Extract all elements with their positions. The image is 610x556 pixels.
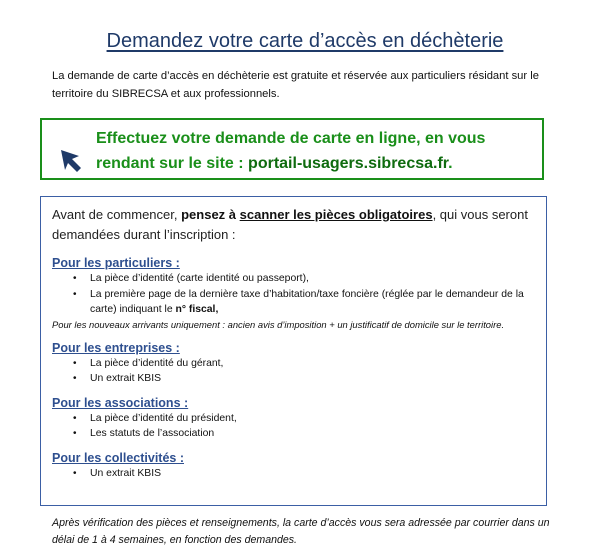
cursor-arrow-icon [58,146,84,174]
online-text-after: . [448,155,453,172]
lead-bold: pensez à [181,207,240,222]
lead-after: , qui vous seront demandées durant l’inscription : [52,207,528,242]
footer-note: Après vérification des pièces et renseignements, la carte d’accès vous sera adressée par courrier dans un délai de 1 à 4 semaines, en fonction des demandes. [52,517,550,546]
list-item: • La pièce d’identité (carte identité ou passeport), [52,271,534,287]
section-associations [52,395,534,442]
section-entreprises [52,340,534,387]
list-item: • Un extrait KBIS [52,466,534,482]
section-title: Pour les entreprises : [52,340,180,355]
section-title: Pour les collectivités : [52,450,184,465]
online-request-text [96,126,536,176]
lead-before: Avant de commencer, [52,207,182,222]
list-item: • La pièce d’identité du président, [52,411,534,427]
page-title: Demandez votre carte d’accès en déchèterie [106,30,504,52]
new-residents-note: Pour les nouveaux arrivants uniquement : ancien avis d’imposition + un justificatif de domicile sur le territoire. [52,318,505,330]
list-item-bold: n° fiscal, [175,304,219,315]
section-particuliers [52,255,534,332]
documents-lead [52,205,534,245]
lead-bold-underlined: scanner les pièces obligatoires [239,207,433,222]
section-title: Pour les associations : [52,395,189,410]
intro-paragraph: La demande de carte d’accès en déchèterie est gratuite et réservée aux particuliers résidant sur le territoire du SIBRECSA et aux professionnels. [52,70,539,100]
online-text-before: Effectuez votre demande de carte en ligne, en vous rendant sur le site : [96,130,486,172]
portal-link[interactable]: portail-usagers.sibrecsa.fr [248,155,449,172]
online-request-box [40,118,544,180]
section-collectivites [52,450,534,482]
list-item: • Un extrait KBIS [52,371,534,387]
list-item: • La pièce d’identité du gérant, [52,356,534,372]
list-item-text: La première page de la dernière taxe d’habitation/taxe foncière (réglée par le demandeur de la carte) indiquant le [90,288,524,315]
required-documents-box [40,196,547,506]
section-title: Pour les particuliers : [52,256,180,270]
list-item: • Les statuts de l’association [52,426,534,442]
list-item [52,287,534,318]
